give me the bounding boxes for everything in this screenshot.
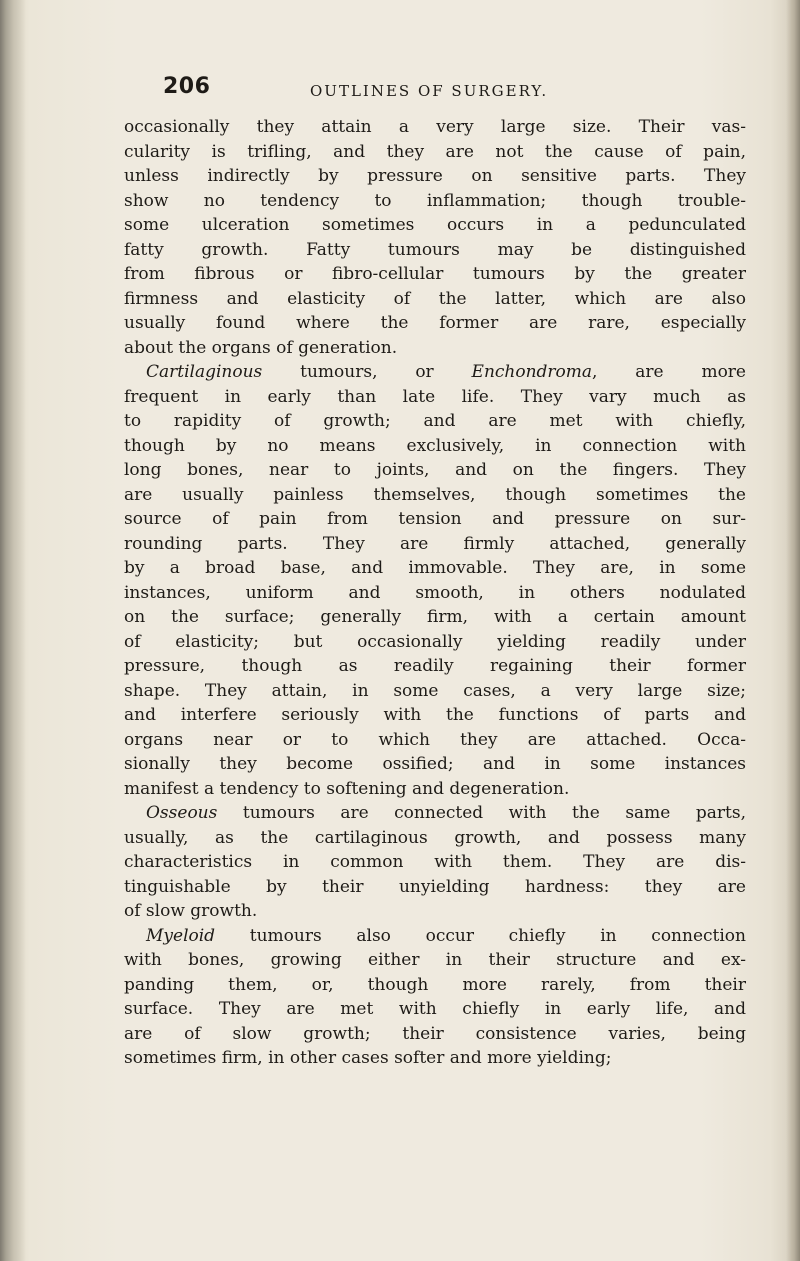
- text-line: [124, 850, 746, 875]
- text-line: [124, 164, 746, 189]
- line-text: source of pain from tension and pressure on sur-: [124, 509, 746, 529]
- text-line: [124, 630, 746, 655]
- text-line: [124, 924, 746, 949]
- text-line: [124, 752, 746, 777]
- line-text: and interfere seriously with the functions of parts and: [124, 705, 746, 725]
- text-line: [124, 360, 746, 385]
- line-text: tumours, or: [262, 362, 472, 382]
- line-text: tinguishable by their unyielding hardness: they are: [124, 876, 746, 897]
- text-line: [124, 1046, 746, 1071]
- text-line: [124, 777, 746, 802]
- line-text: are usually painless themselves, though sometimes the: [124, 484, 746, 505]
- text-line: [124, 997, 746, 1022]
- line-text: characteristics in common with them. They are dis-: [124, 852, 746, 872]
- text-line: [124, 213, 746, 238]
- body-text: [124, 115, 746, 1071]
- text-line: [124, 899, 746, 924]
- text-line: [124, 679, 746, 704]
- text-line: [124, 311, 746, 336]
- line-text: with bones, growing either in their structure and ex-: [124, 950, 746, 970]
- text-line: [124, 287, 746, 312]
- page-edge-shadow: [786, 0, 800, 1261]
- text-line: [124, 605, 746, 630]
- text-line: [124, 581, 746, 606]
- line-text: unless indirectly by pressure on sensitive parts. They: [124, 166, 746, 186]
- text-line: [124, 189, 746, 214]
- line-text: from fibrous or fibro-cellular tumours by the greater: [124, 264, 746, 284]
- text-line: [124, 458, 746, 483]
- text-line: [124, 556, 746, 581]
- line-text: occasionally they attain a very large size. Their vas-: [124, 117, 746, 137]
- line-text: pressure, though as readily regaining their former: [124, 656, 746, 676]
- line-text: some ulceration sometimes occurs in a pedunculated: [124, 215, 746, 235]
- line-text: show no tendency to inflammation; though trouble-: [124, 190, 746, 211]
- text-line: [124, 115, 746, 140]
- text-line: [124, 703, 746, 728]
- page-header: [163, 74, 723, 104]
- italic-term: Myeloid: [146, 925, 216, 946]
- line-text: about the organs of generation.: [124, 337, 398, 358]
- page-number: 206: [163, 74, 211, 99]
- text-line: [124, 728, 746, 753]
- line-text: shape. They attain, in some cases, a very large size;: [124, 680, 746, 701]
- text-line: [124, 1022, 746, 1047]
- text-line: [124, 507, 746, 532]
- text-line: [124, 385, 746, 410]
- text-line: [124, 262, 746, 287]
- binding-shadow: [0, 0, 26, 1261]
- text-line: [124, 801, 746, 826]
- line-text: on the surface; generally firm, with a certain amount: [124, 607, 746, 627]
- line-text: firmness and elasticity of the latter, which are also: [124, 288, 746, 309]
- italic-term: Enchondroma: [471, 362, 593, 382]
- line-text: cularity is trifling, and they are not the cause of pain,: [124, 141, 746, 162]
- text-line: [124, 948, 746, 973]
- line-text: by a broad base, and immovable. They are, in some: [124, 558, 746, 578]
- text-line: [124, 875, 746, 900]
- text-line: [124, 483, 746, 508]
- text-line: [124, 140, 746, 165]
- text-line: [124, 238, 746, 263]
- text-line: [124, 336, 746, 361]
- line-text: organs near or to which they are attached. Occa-: [124, 729, 746, 750]
- text-line: [124, 409, 746, 434]
- line-text: rounding parts. They are firmly attached, generally: [124, 533, 746, 554]
- line-text: , are more: [592, 362, 746, 382]
- line-text: instances, uniform and smooth, in others nodulated: [124, 582, 746, 603]
- line-text: fatty growth. Fatty tumours may be distinguished: [124, 239, 746, 260]
- line-text: sionally they become ossified; and in some instances: [124, 754, 746, 774]
- text-line: [124, 973, 746, 998]
- text-line: [124, 532, 746, 557]
- line-text: long bones, near to joints, and on the fingers. They: [124, 460, 746, 480]
- line-text: panding them, or, though more rarely, from their: [124, 974, 746, 995]
- line-text: though by no means exclusively, in connection with: [124, 435, 746, 456]
- text-line: [124, 654, 746, 679]
- line-text: to rapidity of growth; and are met with chiefly,: [124, 411, 746, 431]
- text-line: [124, 434, 746, 459]
- line-text: tumours also occur chiefly in connection: [215, 925, 746, 946]
- line-text: usually, as the cartilaginous growth, and possess many: [124, 827, 746, 848]
- line-text: are of slow growth; their consistence varies, being: [124, 1023, 746, 1044]
- line-text: of elasticity; but occasionally yielding readily under: [124, 631, 746, 652]
- text-line: [124, 826, 746, 851]
- line-text: surface. They are met with chiefly in early life, and: [124, 999, 746, 1019]
- line-text: of slow growth.: [124, 901, 258, 921]
- italic-term: Osseous: [146, 803, 218, 823]
- line-text: frequent in early than late life. They vary much as: [124, 386, 746, 407]
- line-text: usually found where the former are rare, especially: [124, 313, 746, 333]
- line-text: manifest a tendency to softening and degeneration.: [124, 778, 570, 799]
- italic-term: Cartilaginous: [146, 362, 263, 382]
- line-text: tumours are connected with the same parts,: [217, 803, 746, 823]
- running-head: OUTLINES OF SURGERY.: [310, 82, 549, 100]
- line-text: sometimes firm, in other cases softer and more yielding;: [124, 1048, 612, 1068]
